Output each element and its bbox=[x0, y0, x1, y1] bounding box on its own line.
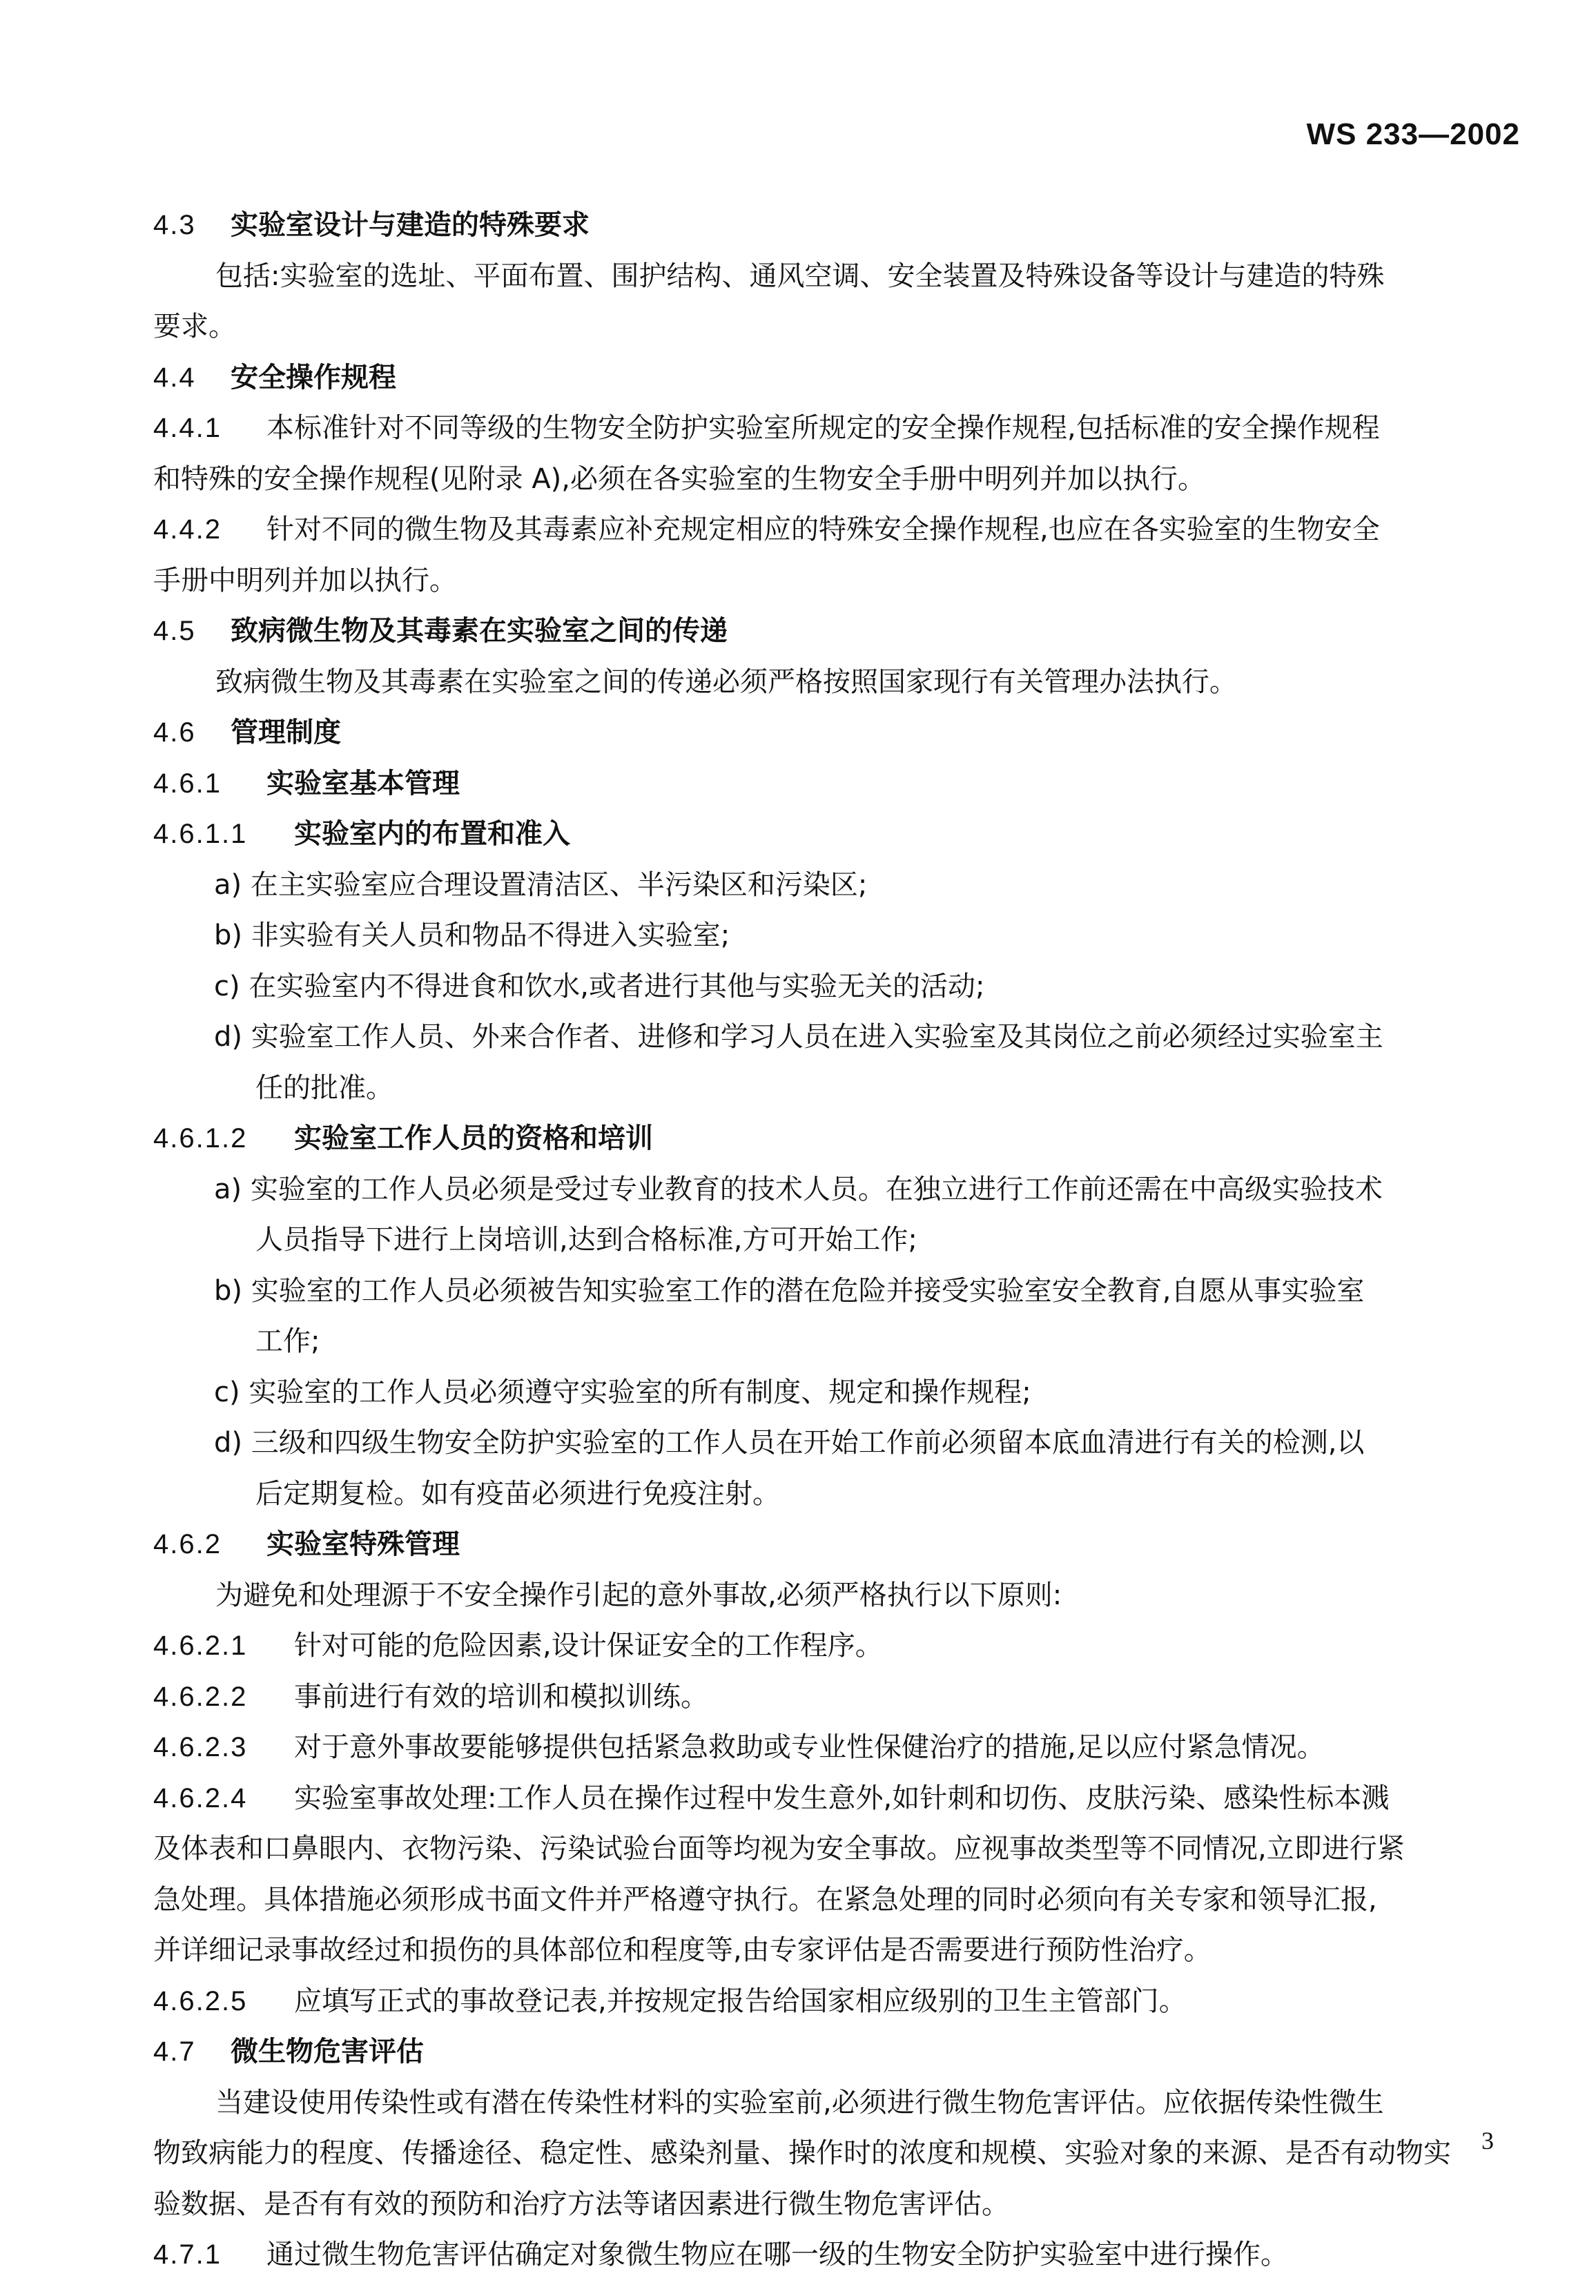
section-line bbox=[153, 353, 1521, 404]
section-number: 4.5 bbox=[153, 616, 196, 646]
line-text: 急处理。具体措施必须形成书面文件并严格遵守执行。在紧急处理的同时必须向有关专家和领导汇报, bbox=[153, 1883, 1377, 1916]
section-number: 4.6.2.1 bbox=[153, 1631, 248, 1661]
section-line bbox=[153, 2230, 1521, 2281]
line-text: 人员指导下进行上岗培训,达到合格标准,方可开始工作; bbox=[255, 1224, 917, 1256]
section-number: 4.6.2 bbox=[153, 1529, 222, 1559]
line-text: 对于意外事故要能够提供包括紧急救助或专业性保健治疗的措施,足以应付紧急情况。 bbox=[294, 1731, 1325, 1763]
line-text: 验数据、是否有有效的预防和治疗方法等诸因素进行微生物危害评估。 bbox=[153, 2188, 1009, 2220]
text-line bbox=[153, 1215, 1521, 1266]
section-number: 4.6.1.1 bbox=[153, 819, 248, 849]
line-text: 实验室特殊管理 bbox=[266, 1528, 460, 1560]
text-line bbox=[153, 1570, 1521, 1622]
text-line bbox=[153, 1925, 1521, 1976]
line-text: 实验室设计与建造的特殊要求 bbox=[231, 209, 590, 241]
text-line bbox=[153, 1316, 1521, 1368]
text-line bbox=[153, 860, 1521, 911]
text-line bbox=[153, 1266, 1521, 1317]
line-text: 事前进行有效的培训和模拟训练。 bbox=[294, 1680, 708, 1713]
line-text: 和特殊的安全操作规程(见附录 A),必须在各实验室的生物安全手册中明列并加以执行。 bbox=[153, 463, 1206, 495]
section-line bbox=[153, 200, 1521, 251]
text-line bbox=[153, 1875, 1521, 1926]
section-line bbox=[153, 759, 1521, 810]
section-number: 4.4 bbox=[153, 362, 196, 393]
line-text: 微生物危害评估 bbox=[231, 2036, 424, 2068]
text-line bbox=[153, 1824, 1521, 1875]
line-text: d) 三级和四级生物安全防护实验室的工作人员在开始工作前必须留本底血清进行有关的检测,以 bbox=[214, 1427, 1365, 1459]
section-line bbox=[153, 1976, 1521, 2027]
section-number: 4.4.1 bbox=[153, 413, 222, 443]
line-text: 应填写正式的事故登记表,并按规定报告给国家相应级别的卫生主管部门。 bbox=[294, 1985, 1187, 2017]
text-line bbox=[153, 962, 1521, 1013]
section-number: 4.6.2.4 bbox=[153, 1782, 248, 1813]
section-line bbox=[153, 1621, 1521, 1672]
line-text: 为避免和处理源于不安全操作引起的意外事故,必须严格执行以下原则: bbox=[215, 1579, 1062, 1611]
line-text: 手册中明列并加以执行。 bbox=[153, 564, 457, 596]
section-line bbox=[153, 809, 1521, 860]
line-text: d) 实验室工作人员、外来合作者、进修和学习人员在进入实验室及其岗位之前必须经过实验室主 bbox=[214, 1021, 1383, 1053]
line-text: 致病微生物及其毒素在实验室之间的传递 bbox=[231, 615, 728, 647]
line-text: 实验室内的布置和准入 bbox=[294, 818, 570, 850]
section-number: 4.6.2.3 bbox=[153, 1732, 248, 1762]
line-text: 包括:实验室的选址、平面布置、围护结构、通风空调、安全装置及特殊设备等设计与建造的特殊 bbox=[215, 260, 1385, 292]
line-text: 当建设使用传染性或有潜在传染性材料的实验室前,必须进行微生物危害评估。应依据传染性微生 bbox=[215, 2086, 1384, 2119]
text-line bbox=[153, 2078, 1521, 2129]
text-line bbox=[153, 2179, 1521, 2230]
section-line bbox=[153, 1773, 1521, 1825]
line-text: 致病微生物及其毒素在实验室之间的传递必须严格按照国家现行有关管理办法执行。 bbox=[215, 665, 1237, 698]
line-text: 实验室基本管理 bbox=[266, 767, 460, 799]
document-code: WS 233—2002 bbox=[1306, 117, 1520, 151]
section-number: 4.4.2 bbox=[153, 514, 222, 545]
section-number: 4.3 bbox=[153, 210, 196, 240]
line-text: 及体表和口鼻眼内、衣物污染、污染试验台面等均视为安全事故。应视事故类型等不同情况,立即进行紧 bbox=[153, 1833, 1405, 1865]
section-line bbox=[153, 505, 1521, 556]
line-text: 管理制度 bbox=[231, 717, 341, 748]
line-text: b) 非实验有关人员和物品不得进入实验室; bbox=[214, 920, 730, 951]
line-text: c) 实验室的工作人员必须遵守实验室的所有制度、规定和操作规程; bbox=[214, 1376, 1031, 1408]
line-text: b) 实验室的工作人员必须被告知实验室工作的潜在危险并接受实验室安全教育,自愿从事实验室 bbox=[214, 1274, 1365, 1307]
line-text: c) 在实验室内不得进食和饮水,或者进行其他与实验无关的活动; bbox=[214, 970, 985, 1002]
line-text: 通过微生物危害评估确定对象微生物应在哪一级的生物安全防护实验室中进行操作。 bbox=[266, 2239, 1288, 2270]
section-line bbox=[153, 708, 1521, 759]
section-number: 4.7 bbox=[153, 2036, 196, 2067]
section-number: 4.7.1 bbox=[153, 2239, 222, 2270]
document-body bbox=[153, 200, 1521, 2281]
section-line bbox=[153, 606, 1521, 657]
page-number: 3 bbox=[1481, 2127, 1494, 2154]
line-text: 后定期复检。如有疫苗必须进行免疫注射。 bbox=[255, 1477, 780, 1510]
section-line bbox=[153, 1519, 1521, 1570]
text-line bbox=[153, 1063, 1521, 1114]
section-line bbox=[153, 1672, 1521, 1723]
line-text: 工作; bbox=[255, 1325, 320, 1357]
text-line bbox=[153, 1469, 1521, 1520]
text-line bbox=[153, 302, 1521, 353]
section-number: 4.6.1 bbox=[153, 768, 222, 799]
section-number: 4.6.2.5 bbox=[153, 1985, 248, 2016]
text-line bbox=[153, 251, 1521, 302]
section-number: 4.6 bbox=[153, 717, 196, 748]
line-text: 实验室事故处理:工作人员在操作过程中发生意外,如针刺和切伤、皮肤污染、感染性标本溅 bbox=[294, 1782, 1390, 1814]
line-text: 实验室工作人员的资格和培训 bbox=[294, 1122, 653, 1154]
line-text: 安全操作规程 bbox=[231, 361, 396, 393]
section-line bbox=[153, 1722, 1521, 1773]
line-text: 任的批准。 bbox=[255, 1071, 393, 1104]
section-number: 4.6.2.2 bbox=[153, 1681, 248, 1712]
text-line bbox=[153, 1368, 1521, 1419]
line-text: a) 在主实验室应合理设置清洁区、半污染区和污染区; bbox=[214, 868, 868, 901]
section-line bbox=[153, 403, 1521, 454]
text-line bbox=[153, 1012, 1521, 1063]
line-text: 本标准针对不同等级的生物安全防护实验室所规定的安全操作规程,包括标准的安全操作规程 bbox=[266, 412, 1380, 444]
line-text: 针对可能的危险因素,设计保证安全的工作程序。 bbox=[294, 1630, 883, 1662]
text-line bbox=[153, 1165, 1521, 1216]
section-line bbox=[153, 2027, 1521, 2078]
text-line bbox=[153, 454, 1521, 505]
text-line bbox=[153, 2128, 1521, 2179]
text-line bbox=[153, 657, 1521, 708]
text-line bbox=[153, 911, 1521, 962]
line-text: 物致病能力的程度、传播途径、稳定性、感染剂量、操作时的浓度和规模、实验对象的来源、是否有动物实 bbox=[153, 2137, 1451, 2169]
line-text: 要求。 bbox=[153, 311, 236, 342]
section-number: 4.6.1.2 bbox=[153, 1123, 248, 1154]
text-line bbox=[153, 1418, 1521, 1469]
text-line bbox=[153, 556, 1521, 607]
line-text: a) 实验室的工作人员必须是受过专业教育的技术人员。在独立进行工作前还需在中高级实验技术 bbox=[214, 1173, 1383, 1205]
line-text: 并详细记录事故经过和损伤的具体部位和程度等,由专家评估是否需要进行预防性治疗。 bbox=[153, 1934, 1211, 1966]
section-line bbox=[153, 1113, 1521, 1165]
line-text: 针对不同的微生物及其毒素应补充规定相应的特殊安全操作规程,也应在各实验室的生物安全 bbox=[266, 514, 1380, 545]
